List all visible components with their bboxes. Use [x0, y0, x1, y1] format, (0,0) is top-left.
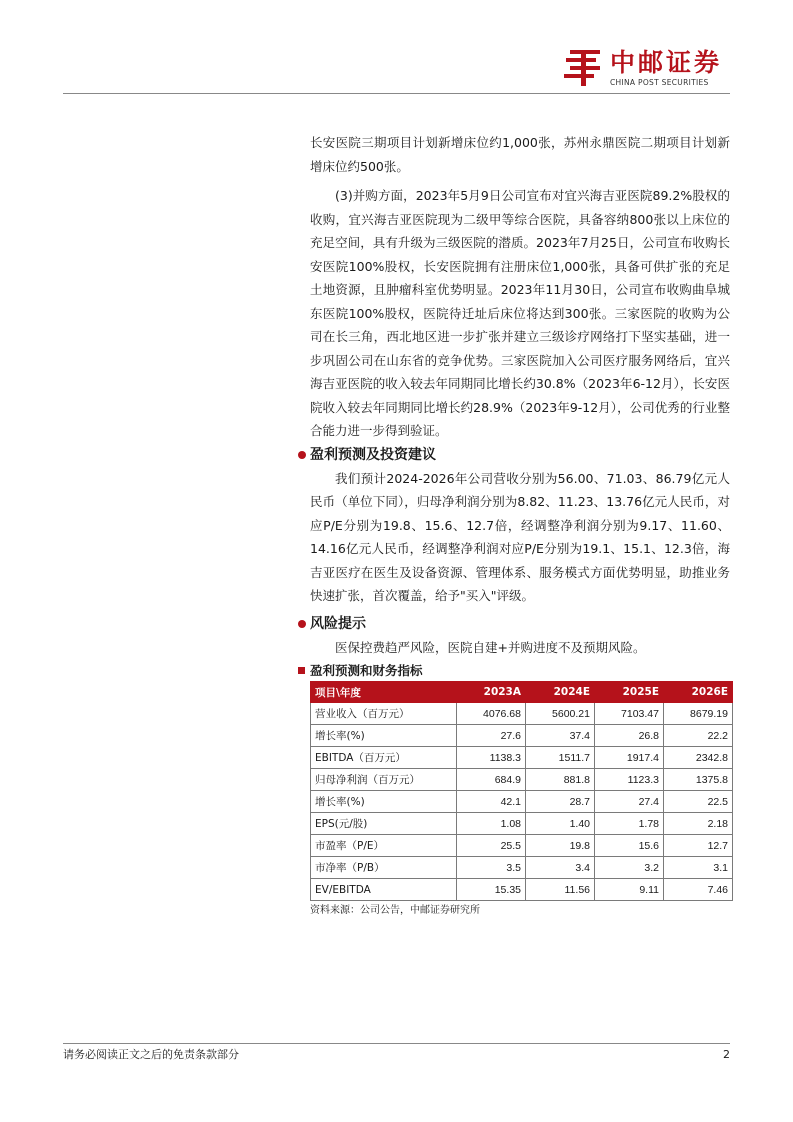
table-row [311, 703, 733, 725]
table-cell: 12.7 [664, 835, 733, 857]
report-body [310, 131, 730, 919]
china-post-emblem-icon [562, 46, 604, 88]
table-cell: 9.11 [595, 879, 664, 901]
table-cell: 37.4 [526, 725, 595, 747]
section-heading-risk-text: 风险提示 [310, 615, 366, 632]
table-cell: 1375.8 [664, 769, 733, 791]
table-cell: 1.40 [526, 813, 595, 835]
table-cell: 3.1 [664, 857, 733, 879]
table-row [311, 725, 733, 747]
square-bullet-icon [298, 667, 305, 674]
table-cell: 15.35 [457, 879, 526, 901]
table-row [311, 813, 733, 835]
table-cell: 2.18 [664, 813, 733, 835]
table-cell: 684.9 [457, 769, 526, 791]
section-heading-forecast-text: 盈利预测及投资建议 [310, 446, 436, 463]
table-cell: EBITDA（百万元） [311, 747, 457, 769]
footer-disclaimer: 请务必阅读正文之后的免责条款部分 [63, 1048, 239, 1061]
table-header-cell: 2025E [595, 682, 664, 703]
table-header-cell: 2026E [664, 682, 733, 703]
financial-table [310, 681, 733, 901]
table-cell: 881.8 [526, 769, 595, 791]
table-cell: 营业收入（百万元） [311, 703, 457, 725]
table-cell: 1511.7 [526, 747, 595, 769]
table-cell: 26.8 [595, 725, 664, 747]
brand-name-en: CHINA POST SECURITIES [610, 78, 709, 87]
table-cell: 1138.3 [457, 747, 526, 769]
table-row [311, 835, 733, 857]
table-title-text: 盈利预测和财务指标 [310, 663, 423, 678]
page-number: 2 [723, 1048, 730, 1061]
bullet-icon [298, 620, 306, 628]
table-header-row [311, 682, 733, 703]
table-source-note: 资料来源：公司公告，中邮证券研究所 [310, 905, 480, 916]
table-cell: 11.56 [526, 879, 595, 901]
table-cell: 1.78 [595, 813, 664, 835]
table-row [311, 791, 733, 813]
table-cell: 1.08 [457, 813, 526, 835]
table-cell: 市净率（P/B） [311, 857, 457, 879]
table-cell: 1123.3 [595, 769, 664, 791]
table-cell: 市盈率（P/E） [311, 835, 457, 857]
table-cell: 增长率(%) [311, 725, 457, 747]
table-cell: 7103.47 [595, 703, 664, 725]
table-header-cell: 2024E [526, 682, 595, 703]
table-cell: 8679.19 [664, 703, 733, 725]
company-logo [562, 46, 732, 90]
bullet-icon [298, 451, 306, 459]
section-heading-forecast [310, 443, 730, 467]
paragraph-acquisitions: (3)并购方面，2023年5月9日公司宣布对宜兴海吉亚医院89.2%股权的收购，宜兴海吉亚医院现为二级甲等综合医院，具备容纳800张以上床位的充足空间，具有升级为三级医院的潜质。2023年7月25日，公司宣布收购长安医院100%股权，长安医院拥有注册床位1,000张，具备可供扩张的充足土地资源，且肿瘤科室优势明显。2023年11月30日，公司宣布收购曲阜城东医院100%股权，医院待迁址后床位将达到300张。三家医院的收购为公司在长三角，西北地区进一步扩张并建立三级诊疗网络打下坚实基础，进一步巩固公司在山东省的竞争优势。三家医院加入公司医疗服务网络后，宜兴海吉亚医院的收入较去年同期同比增长约30.8%（2023年6-12月），长安医院收入较去年同期同比增长约28.9%（2023年9-12月），公司优秀的行业整合能力进一步得到验证。 [310, 188, 730, 438]
header-divider [63, 93, 730, 94]
table-cell: 归母净利润（百万元） [311, 769, 457, 791]
table-cell: EPS(元/股) [311, 813, 457, 835]
table-row [311, 857, 733, 879]
table-cell: EV/EBITDA [311, 879, 457, 901]
table-cell: 27.4 [595, 791, 664, 813]
table-row [311, 879, 733, 901]
table-cell: 3.2 [595, 857, 664, 879]
table-cell: 3.5 [457, 857, 526, 879]
table-row [311, 769, 733, 791]
table-cell: 2342.8 [664, 747, 733, 769]
paragraph-risk: 医保控费趋严风险，医院自建+并购进度不及预期风险。 [335, 639, 646, 655]
table-cell: 28.7 [526, 791, 595, 813]
table-row [311, 747, 733, 769]
table-title [310, 661, 730, 681]
table-cell: 增长率(%) [311, 791, 457, 813]
brand-name-cn: 中邮证券 [610, 48, 723, 77]
table-header-cell: 项目\年度 [311, 682, 457, 703]
table-cell: 7.46 [664, 879, 733, 901]
section-heading-risk [310, 612, 730, 636]
table-cell: 4076.68 [457, 703, 526, 725]
table-cell: 3.4 [526, 857, 595, 879]
footer-divider [63, 1043, 730, 1044]
paragraph-forecast: 我们预计2024-2026年公司营收分别为56.00、71.03、86.79亿元人民币（单位下同），归母净利润分别为8.82、11.23、13.76亿元人民币，对应P/E分别为19.8、15.6、12.7倍，经调整净利润分别为9.17、11.60、14.16亿元人民币，经调整净利润对应P/E分别为19.1、15.1、12.3倍，海吉亚医疗在医生及设备资源、管理体系、服务模式方面优势明显，助推业务快速扩张，首次覆盖，给予"买入"评级。 [310, 470, 730, 603]
table-cell: 1917.4 [595, 747, 664, 769]
table-cell: 15.6 [595, 835, 664, 857]
table-cell: 25.5 [457, 835, 526, 857]
table-cell: 22.2 [664, 725, 733, 747]
paragraph-hospital-expansion: 长安医院三期项目计划新增床位约1,000张，苏州永鼎医院二期项目计划新增床位约500张。 [310, 135, 730, 174]
table-cell: 42.1 [457, 791, 526, 813]
table-cell: 27.6 [457, 725, 526, 747]
table-header-cell: 2023A [457, 682, 526, 703]
table-cell: 5600.21 [526, 703, 595, 725]
table-cell: 22.5 [664, 791, 733, 813]
table-cell: 19.8 [526, 835, 595, 857]
